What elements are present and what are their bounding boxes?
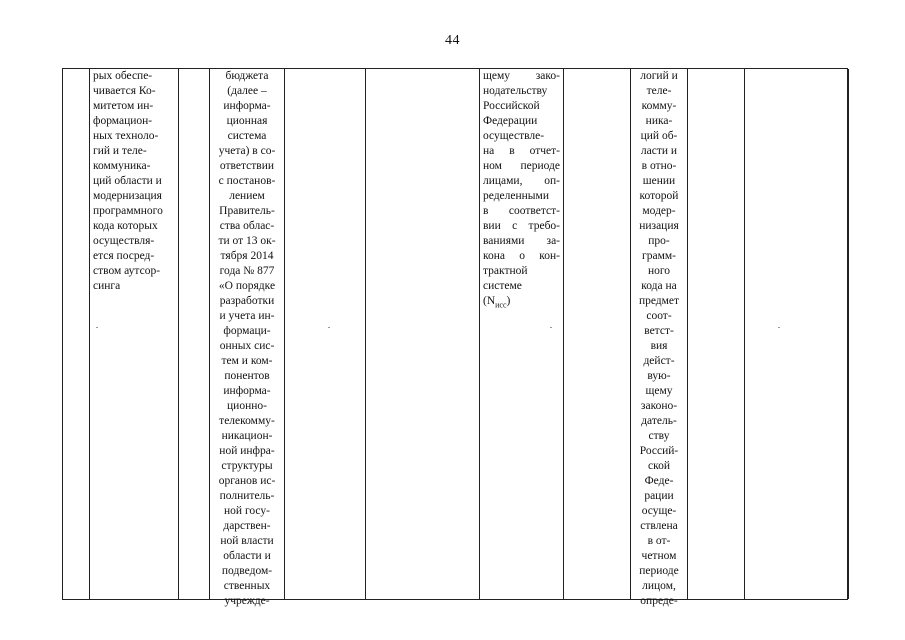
c9-line: в от- bbox=[647, 535, 671, 547]
c9-line: законо- bbox=[640, 400, 678, 412]
table-column-2 bbox=[90, 69, 179, 599]
formula-close: ) bbox=[506, 295, 511, 307]
formula-subscript: исс bbox=[495, 300, 507, 310]
c4-line: подведом- bbox=[221, 565, 273, 577]
c4-line: тем и ком- bbox=[221, 355, 273, 367]
table-column-9 bbox=[631, 69, 688, 607]
c9-line: ству bbox=[648, 430, 670, 442]
c4-line: «О порядке bbox=[218, 280, 276, 292]
c4-line: ной власти bbox=[220, 535, 274, 547]
c4-line: ства облас- bbox=[219, 220, 275, 232]
c2-line: рых обеспе- bbox=[93, 70, 153, 82]
c4-line: разработки bbox=[219, 295, 275, 307]
c9-line: которой bbox=[639, 190, 679, 202]
c2-line: синга bbox=[93, 280, 121, 292]
c9-line: грамм- bbox=[642, 250, 676, 262]
c4-line: ответствии bbox=[219, 160, 275, 172]
c9-line: вую- bbox=[647, 370, 671, 382]
c9-line: Россий- bbox=[639, 445, 679, 457]
c9-line: ветст- bbox=[644, 325, 674, 337]
table-column-10 bbox=[688, 69, 745, 599]
c4-line: бюджета bbox=[225, 70, 269, 82]
c9-line: предмет bbox=[638, 295, 680, 307]
c2-line: кода которых bbox=[93, 220, 158, 232]
c4-line: тября 2014 bbox=[220, 250, 274, 262]
c4-line: ционная bbox=[226, 115, 268, 127]
c4-line: ственных bbox=[223, 580, 271, 592]
table-column-3 bbox=[179, 69, 210, 599]
table-column-8 bbox=[564, 69, 631, 599]
c9-line: дейст- bbox=[643, 355, 675, 367]
c4-line: учета) в со- bbox=[218, 145, 276, 157]
c2-line: чивается Ко- bbox=[93, 85, 156, 97]
c2-line: модернизация bbox=[93, 190, 162, 202]
c7-line: вии с требо- bbox=[483, 220, 560, 232]
c9-line: в отно- bbox=[641, 160, 677, 172]
c7-line: кона о кон- bbox=[483, 250, 560, 262]
c7-line: щему зако- bbox=[483, 70, 560, 82]
c4-line: никацион- bbox=[221, 430, 273, 442]
column-7-text bbox=[480, 69, 563, 294]
c2-line: гий и теле- bbox=[93, 145, 147, 157]
c2-line: осуществля- bbox=[93, 235, 155, 247]
c7-line: Российской bbox=[483, 100, 540, 112]
c9-line: периоде bbox=[639, 565, 679, 577]
c2-line: ством аутсор- bbox=[93, 265, 161, 277]
data-table bbox=[62, 68, 848, 607]
column-9-text bbox=[631, 69, 687, 609]
c7-line: системе bbox=[483, 280, 522, 292]
c4-line: понентов bbox=[224, 370, 270, 382]
c9-line: шении bbox=[642, 175, 676, 187]
c7-line: лицами, оп- bbox=[483, 175, 560, 187]
c9-line: ласти и bbox=[640, 145, 678, 157]
c9-line: про- bbox=[648, 235, 670, 247]
c2-line: ных техноло- bbox=[93, 130, 159, 142]
c4-line: телекомму- bbox=[219, 415, 275, 427]
c9-line: щему bbox=[645, 385, 673, 397]
c9-line: модер- bbox=[642, 205, 676, 217]
c7-line: осуществле- bbox=[483, 130, 545, 142]
c9-line: логий и bbox=[640, 70, 678, 82]
c9-line: комму- bbox=[641, 100, 677, 112]
c4-line: лением bbox=[229, 190, 265, 202]
c2-line: программного bbox=[93, 205, 163, 217]
c4-line: с постанов- bbox=[218, 175, 276, 187]
c7-line: ределенными bbox=[483, 190, 549, 202]
scan-speck bbox=[96, 327, 98, 328]
c4-line: дарствен- bbox=[223, 520, 271, 532]
c4-line: ти от 13 ок- bbox=[218, 235, 276, 247]
column-4-text bbox=[210, 69, 284, 609]
c7-line: ном периоде bbox=[483, 160, 560, 172]
c9-line: ствлена bbox=[640, 520, 678, 532]
scan-speck bbox=[550, 327, 552, 328]
c9-line: Феде- bbox=[644, 475, 674, 487]
c4-line: формаци- bbox=[223, 325, 271, 337]
c9-line: ской bbox=[647, 460, 670, 472]
table-column-4 bbox=[210, 69, 285, 607]
table-column-7 bbox=[480, 69, 564, 599]
table-column-1 bbox=[63, 69, 90, 599]
c9-line: датель- bbox=[641, 415, 677, 427]
c2-line: митетом ин- bbox=[93, 100, 154, 112]
c4-line: структуры bbox=[221, 460, 273, 472]
c4-line: (далее – bbox=[227, 85, 267, 97]
c4-line: и учета ин- bbox=[219, 310, 275, 322]
c4-line: ной инфра- bbox=[219, 445, 275, 457]
c7-line: ваниями за- bbox=[483, 235, 560, 247]
c4-line: ционно- bbox=[227, 400, 267, 412]
c4-line: ной госу- bbox=[224, 505, 270, 517]
c7-line: трактной bbox=[483, 265, 528, 277]
c4-line: система bbox=[227, 130, 267, 142]
c4-line: года № 877 bbox=[219, 265, 275, 277]
formula-base: (N bbox=[483, 295, 496, 307]
c9-line: теле- bbox=[646, 85, 672, 97]
c7-line: в соответст- bbox=[483, 205, 560, 217]
c9-line: ного bbox=[647, 265, 671, 277]
scan-speck bbox=[778, 327, 780, 328]
table-column-11 bbox=[745, 69, 849, 599]
c9-line: рации bbox=[644, 490, 674, 502]
c2-line: коммуника- bbox=[93, 160, 151, 172]
c4-line: органов ис- bbox=[218, 475, 276, 487]
table-column-5 bbox=[285, 69, 366, 599]
c9-line: лицом, bbox=[642, 580, 676, 592]
c9-line: ника- bbox=[645, 115, 673, 127]
c4-line: Правитель- bbox=[219, 205, 275, 217]
c9-line: осуще- bbox=[641, 505, 677, 517]
c9-line: кода на bbox=[641, 280, 677, 292]
c4-line: информа- bbox=[223, 385, 271, 397]
c9-line: соот- bbox=[646, 310, 672, 322]
c9-line: вия bbox=[650, 340, 668, 352]
c4-line: онных сис- bbox=[219, 340, 275, 352]
c2-line: ется посред- bbox=[93, 250, 155, 262]
c9-line: низация bbox=[639, 220, 679, 232]
c7-line: на в отчет- bbox=[483, 145, 560, 157]
scan-speck bbox=[328, 327, 330, 328]
page-number: 44 bbox=[445, 33, 460, 48]
c2-line: ций области и bbox=[93, 175, 162, 187]
c7-line: Федерации bbox=[483, 115, 538, 127]
c7-line: нодательству bbox=[483, 85, 548, 97]
c9-line: опреде- bbox=[640, 595, 678, 607]
formula-line bbox=[480, 294, 563, 312]
c4-line: полнитель- bbox=[219, 490, 275, 502]
table-column-6 bbox=[366, 69, 480, 599]
column-2-text bbox=[90, 69, 178, 294]
c9-line: ций об- bbox=[640, 130, 678, 142]
c4-line: информа- bbox=[223, 100, 271, 112]
c2-line: формацион- bbox=[93, 115, 153, 127]
c4-line: учрежде- bbox=[224, 595, 270, 607]
c9-line: четном bbox=[641, 550, 677, 562]
c4-line: области и bbox=[223, 550, 271, 562]
